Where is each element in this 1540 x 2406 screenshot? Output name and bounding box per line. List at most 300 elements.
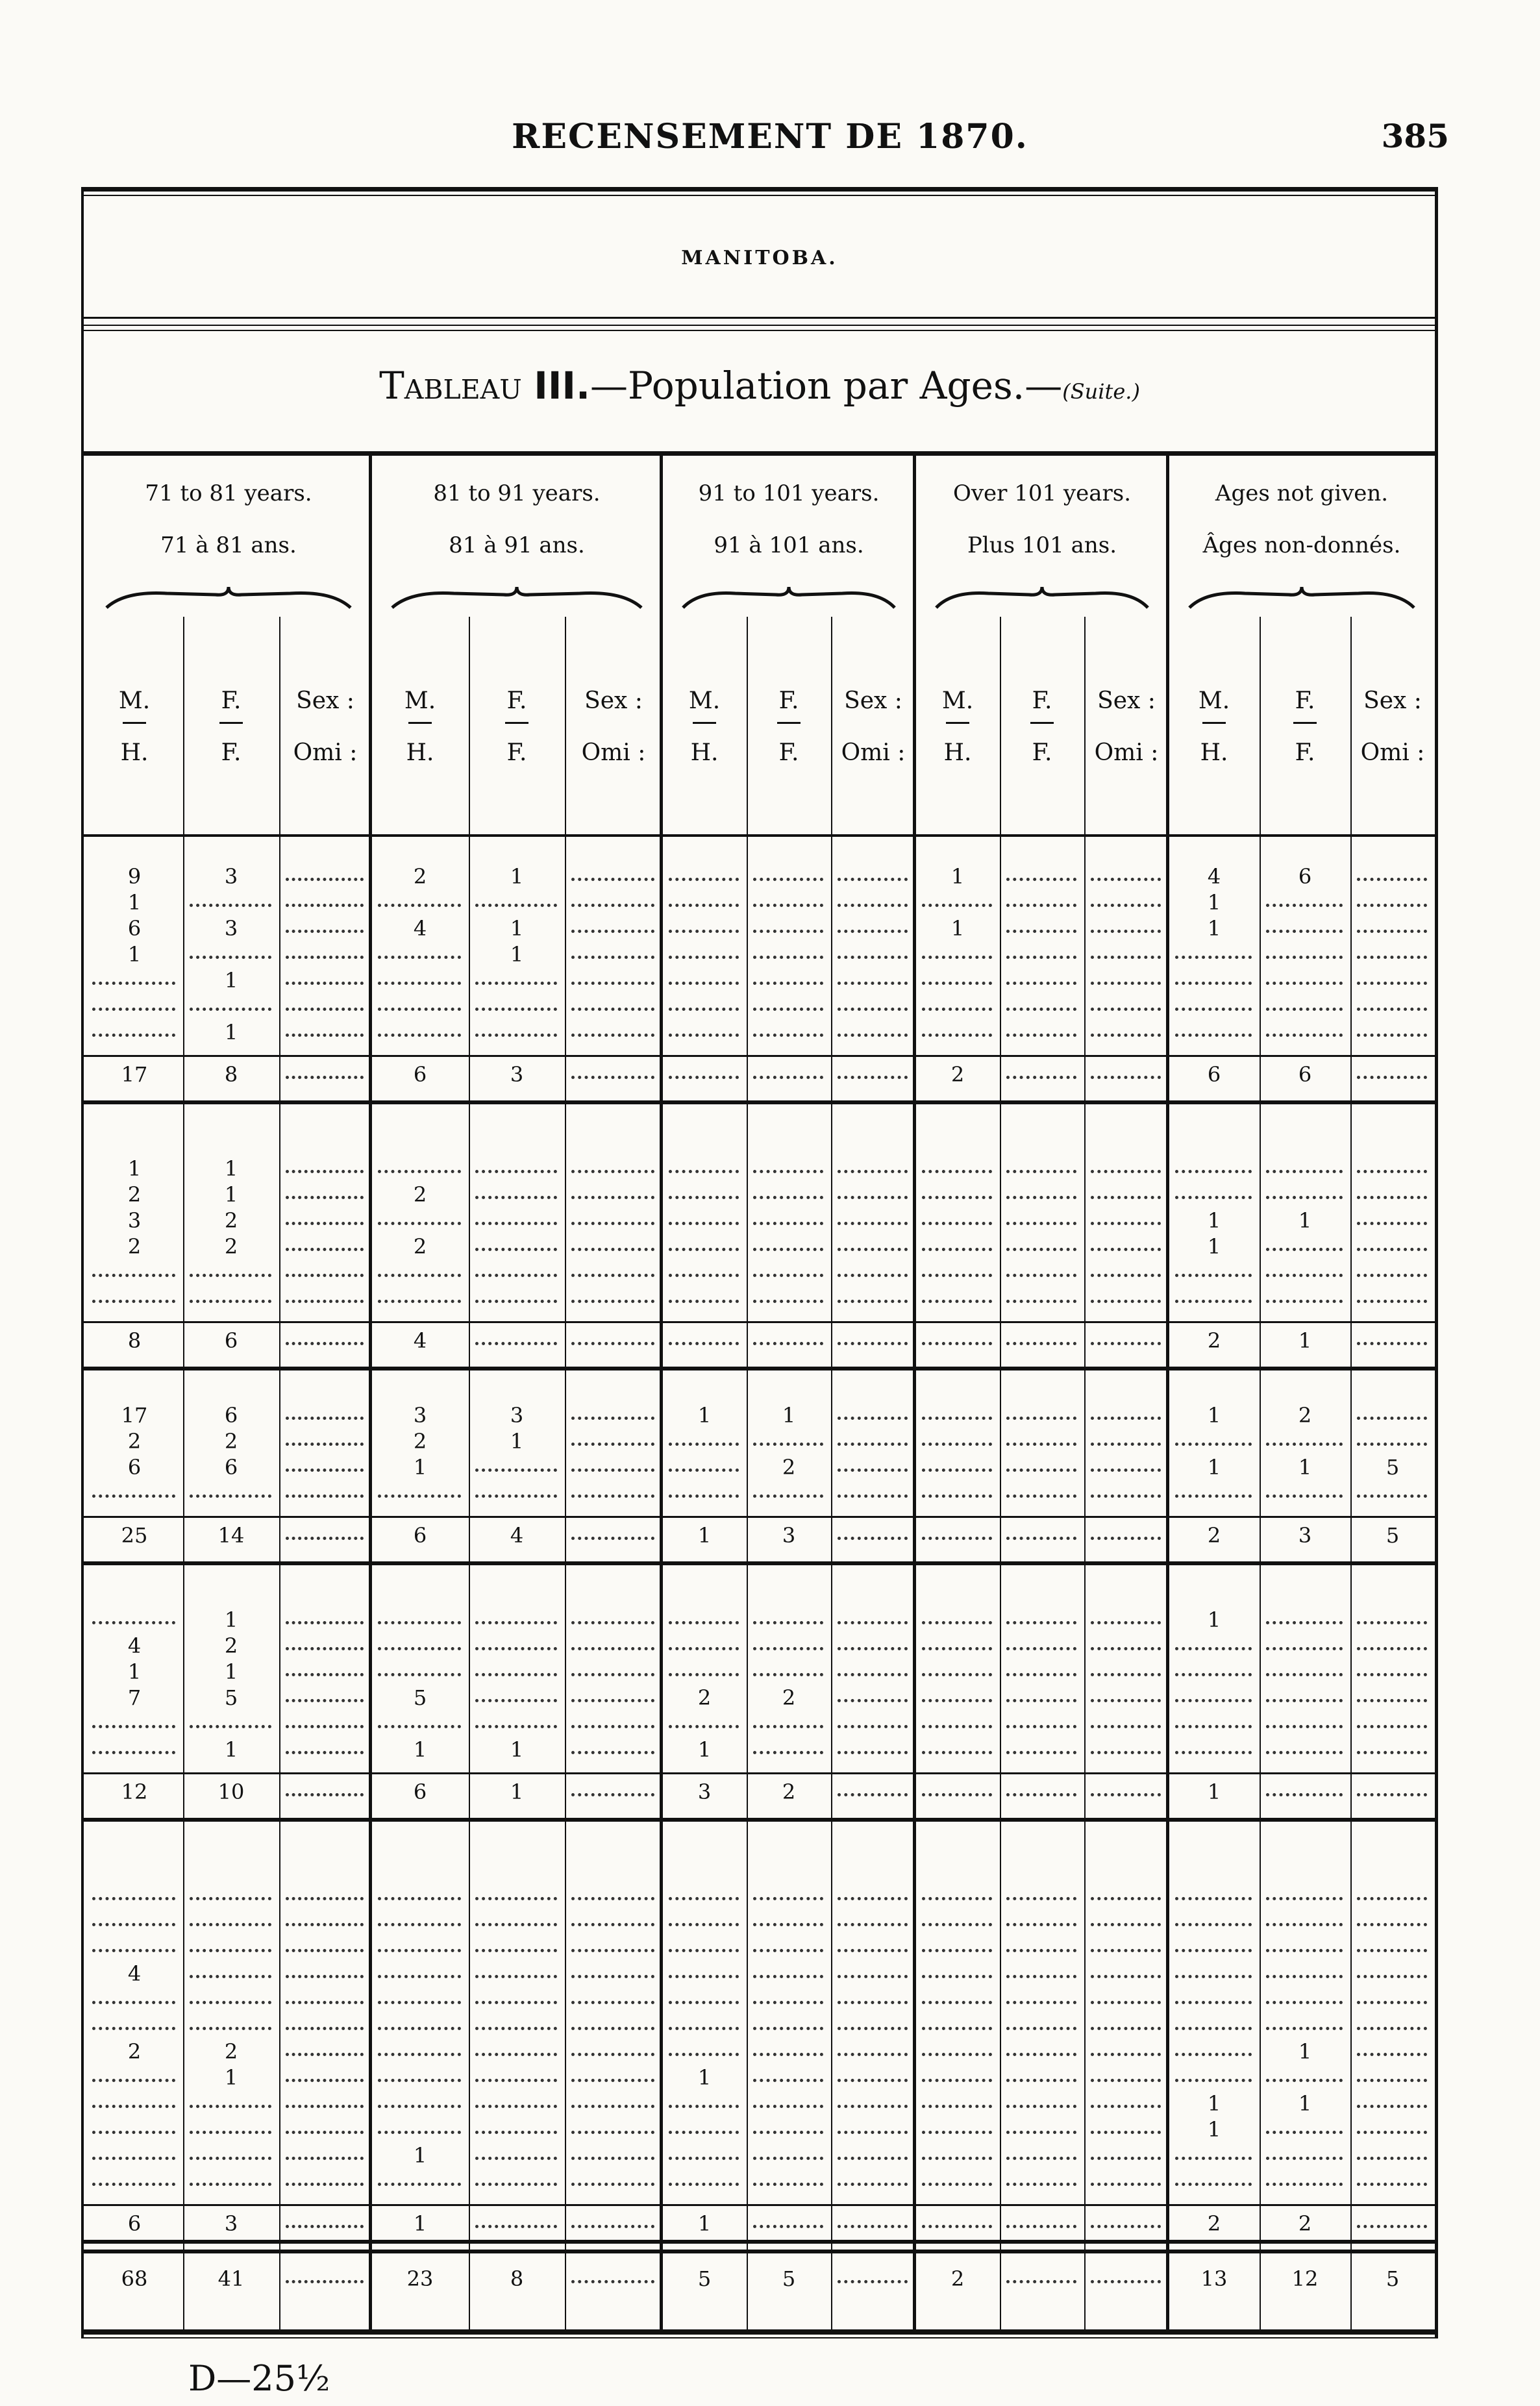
leader-dots xyxy=(1091,1722,1161,1728)
leader-dots xyxy=(378,1167,461,1173)
leader-dots xyxy=(922,2222,992,2228)
leader-dots xyxy=(838,1466,908,1472)
leader-dots xyxy=(475,2102,557,2108)
leader-dots xyxy=(1091,1920,1161,1926)
leader-dots xyxy=(1266,1696,1343,1702)
leader-dots xyxy=(838,2050,908,2056)
leader-dots xyxy=(475,1894,557,1900)
leader-dots xyxy=(1091,1972,1161,1978)
leader-dots xyxy=(571,1534,654,1540)
leader-dots xyxy=(1006,1894,1076,1900)
leader-dots xyxy=(753,1005,823,1011)
leader-dots xyxy=(922,1696,992,1702)
leader-dots xyxy=(669,927,739,933)
table-cell: 1 xyxy=(1207,1403,1221,1428)
grand-total: 2 xyxy=(950,2266,965,2291)
leader-dots xyxy=(571,1748,654,1754)
leader-dots xyxy=(922,1644,992,1650)
heading-underline xyxy=(408,722,432,724)
leader-dots xyxy=(92,1920,175,1926)
leader-dots xyxy=(378,1219,461,1225)
leader-dots xyxy=(475,1618,557,1624)
leader-dots xyxy=(1357,1492,1427,1498)
leader-dots xyxy=(838,1339,908,1345)
column-heading-bottom: Omi : xyxy=(581,739,646,766)
table-cell: 1 xyxy=(510,916,524,941)
leader-dots xyxy=(1091,2154,1161,2160)
table-cell: 1 xyxy=(1207,2091,1221,2116)
leader-dots xyxy=(571,1167,654,1173)
grand-total: 13 xyxy=(1200,2266,1228,2291)
leader-dots xyxy=(838,2024,908,2030)
column-heading-top: F. xyxy=(1032,688,1052,714)
leader-dots xyxy=(286,1998,364,2004)
leader-dots xyxy=(1357,927,1427,933)
heading-underline xyxy=(505,722,528,724)
leader-dots xyxy=(753,2050,823,2056)
grand-total: 41 xyxy=(217,2266,245,2291)
leader-dots xyxy=(378,2076,461,2082)
leader-dots xyxy=(571,1005,654,1011)
table-cell: 1 xyxy=(224,1156,238,1181)
leader-dots xyxy=(286,1644,364,1650)
table-cell: 1 xyxy=(413,1455,427,1480)
leader-dots xyxy=(475,1339,557,1345)
leader-dots xyxy=(922,1271,992,1277)
leader-dots xyxy=(669,1618,739,1624)
leader-dots xyxy=(1091,1894,1161,1900)
leader-dots xyxy=(286,1219,364,1225)
leader-dots xyxy=(92,1748,175,1754)
leader-dots xyxy=(286,2024,364,2030)
leader-dots xyxy=(753,1167,823,1173)
leader-dots xyxy=(1091,1219,1161,1225)
leader-dots xyxy=(571,2154,654,2160)
leader-dots xyxy=(922,1005,992,1011)
leader-dots xyxy=(1357,1339,1427,1345)
leader-dots xyxy=(1006,2277,1076,2283)
table-cell: 1 xyxy=(224,1020,238,1045)
section-total: 4 xyxy=(510,1523,524,1548)
section-total: 25 xyxy=(121,1523,148,1548)
table-cell: 1 xyxy=(224,968,238,993)
leader-dots xyxy=(571,1791,654,1796)
leader-dots xyxy=(1091,1414,1161,1420)
leader-dots xyxy=(838,2128,908,2134)
running-title: RECENSEMENT DE 1870. xyxy=(512,117,1028,156)
table-cell: 1 xyxy=(127,1659,142,1684)
leader-dots xyxy=(571,2102,654,2108)
leader-dots xyxy=(286,1031,364,1037)
table-cell: 3 xyxy=(127,1208,142,1233)
leader-dots xyxy=(92,2076,175,2082)
section-total: 1 xyxy=(413,2211,427,2236)
leader-dots xyxy=(1175,1167,1252,1173)
leader-dots xyxy=(753,1894,823,1900)
leader-dots xyxy=(1091,2024,1161,2030)
leader-dots xyxy=(1091,2277,1161,2283)
leader-dots xyxy=(838,1005,908,1011)
table-cell: 2 xyxy=(413,1429,427,1454)
leader-dots xyxy=(838,1245,908,1251)
leader-dots xyxy=(922,2024,992,2030)
table-cell: 1 xyxy=(1207,2117,1221,2142)
group-heading-en: 71 to 81 years. xyxy=(145,480,312,506)
table-cell: 1 xyxy=(1207,916,1221,941)
section-total: 3 xyxy=(224,2211,238,2236)
leader-dots xyxy=(286,2102,364,2108)
leader-dots xyxy=(669,1920,739,1926)
leader-dots xyxy=(571,2128,654,2134)
column-heading-top: F. xyxy=(506,688,527,714)
leader-dots xyxy=(1006,1414,1076,1420)
leader-dots xyxy=(475,2154,557,2160)
table-cell: 4 xyxy=(127,1961,142,1986)
leader-dots xyxy=(1357,2154,1427,2160)
leader-dots xyxy=(838,1167,908,1173)
leader-dots xyxy=(1091,1245,1161,1251)
leader-dots xyxy=(571,1297,654,1303)
table-cell: 6 xyxy=(1298,864,1312,889)
leader-dots xyxy=(92,2024,175,2030)
leader-dots xyxy=(1091,2102,1161,2108)
column-heading-bottom: Omi : xyxy=(293,739,358,766)
leader-dots xyxy=(378,1492,461,1498)
section-total: 6 xyxy=(127,2211,142,2236)
leader-dots xyxy=(922,1414,992,1420)
leader-dots xyxy=(838,927,908,933)
leader-dots xyxy=(669,2154,739,2160)
leader-dots xyxy=(190,901,271,907)
leader-dots xyxy=(1175,1998,1252,2004)
column-heading-top: F. xyxy=(221,688,242,714)
grand-total: 5 xyxy=(1385,2266,1400,2291)
column-heading-top: M. xyxy=(1198,688,1230,714)
leader-dots xyxy=(286,927,364,933)
leader-dots xyxy=(922,1972,992,1978)
leader-dots xyxy=(1091,1440,1161,1446)
section-total: 6 xyxy=(1207,1062,1221,1087)
leader-dots xyxy=(838,1644,908,1650)
subtotal-rule xyxy=(81,1055,1438,1057)
leader-dots xyxy=(92,1271,175,1277)
column-heading-bottom: Omi : xyxy=(1094,739,1159,766)
leader-dots xyxy=(1091,979,1161,985)
column-heading-bottom: H. xyxy=(943,739,972,766)
leader-dots xyxy=(286,953,364,959)
leader-dots xyxy=(571,2222,654,2228)
leader-dots xyxy=(1357,2128,1427,2134)
leader-dots xyxy=(922,1722,992,1728)
leader-dots xyxy=(286,875,364,881)
leader-dots xyxy=(1006,2180,1076,2186)
leader-dots xyxy=(922,1339,992,1345)
leader-dots xyxy=(753,2128,823,2134)
leader-dots xyxy=(922,1618,992,1624)
leader-dots xyxy=(190,2024,271,2030)
table-cell: 1 xyxy=(1207,1455,1221,1480)
leader-dots xyxy=(838,2277,908,2283)
table-cell: 1 xyxy=(782,1403,796,1428)
group-heading-en: 91 to 101 years. xyxy=(698,480,880,506)
table-cell: 1 xyxy=(1207,1607,1221,1632)
leader-dots xyxy=(286,1005,364,1011)
grand-total: 23 xyxy=(406,2266,434,2291)
leader-dots xyxy=(669,1073,739,1079)
leader-dots xyxy=(1006,1167,1076,1173)
leader-dots xyxy=(838,2154,908,2160)
province-rule-thin2 xyxy=(81,330,1438,331)
leader-dots xyxy=(1175,2050,1252,2056)
leader-dots xyxy=(92,2102,175,2108)
group-brace xyxy=(1188,584,1415,610)
leader-dots xyxy=(1266,1946,1343,1952)
leader-dots xyxy=(475,2222,557,2228)
leader-dots xyxy=(378,1722,461,1728)
leader-dots xyxy=(922,1791,992,1796)
leader-dots xyxy=(1357,1894,1427,1900)
province-title: MANITOBA. xyxy=(681,247,838,269)
leader-dots xyxy=(190,2180,271,2186)
table-cell: 4 xyxy=(413,916,427,941)
group-brace xyxy=(105,584,352,610)
table-cell: 4 xyxy=(127,1633,142,1658)
leader-dots xyxy=(1175,2024,1252,2030)
leader-dots xyxy=(378,1031,461,1037)
table-cell: 1 xyxy=(1207,1234,1221,1259)
leader-dots xyxy=(378,1920,461,1926)
table-title-text: —Population par Ages.— xyxy=(590,364,1063,408)
group-heading-fr: 91 à 101 ans. xyxy=(714,532,864,558)
header-rule xyxy=(81,451,1438,456)
leader-dots xyxy=(286,2154,364,2160)
heading-underline xyxy=(1293,722,1317,724)
section-total: 6 xyxy=(413,1780,427,1804)
leader-dots xyxy=(922,1167,992,1173)
leader-dots xyxy=(286,979,364,985)
column-heading-top: M. xyxy=(404,688,436,714)
leader-dots xyxy=(669,1466,739,1472)
leader-dots xyxy=(571,1998,654,2004)
leader-dots xyxy=(1006,1466,1076,1472)
leader-dots xyxy=(92,1894,175,1900)
leader-dots xyxy=(1357,1791,1427,1796)
leader-dots xyxy=(838,1492,908,1498)
leader-dots xyxy=(1091,953,1161,959)
leader-dots xyxy=(1357,1920,1427,1926)
leader-dots xyxy=(838,1791,908,1796)
table-cell: 6 xyxy=(127,1455,142,1480)
column-heading-bottom: Omi : xyxy=(841,739,906,766)
grand-total: 5 xyxy=(697,2266,712,2291)
leader-dots xyxy=(475,1297,557,1303)
column-heading-bottom: F. xyxy=(1295,739,1315,766)
leader-dots xyxy=(1357,1031,1427,1037)
leader-dots xyxy=(1357,1297,1427,1303)
page-number: 385 xyxy=(1381,117,1449,155)
leader-dots xyxy=(838,953,908,959)
leader-dots xyxy=(669,2128,739,2134)
leader-dots xyxy=(286,1618,364,1624)
leader-dots xyxy=(753,953,823,959)
leader-dots xyxy=(571,875,654,881)
leader-dots xyxy=(571,1414,654,1420)
leader-dots xyxy=(475,1167,557,1173)
leader-dots xyxy=(922,2076,992,2082)
section-rule xyxy=(81,2250,1438,2253)
leader-dots xyxy=(475,1722,557,1728)
leader-dots xyxy=(475,1946,557,1952)
leader-dots xyxy=(922,1245,992,1251)
leader-dots xyxy=(1266,1791,1343,1796)
leader-dots xyxy=(1266,1748,1343,1754)
bottom-rule xyxy=(81,2329,1438,2335)
leader-dots xyxy=(1006,1492,1076,1498)
leader-dots xyxy=(571,1894,654,1900)
leader-dots xyxy=(838,1946,908,1952)
leader-dots xyxy=(1006,1073,1076,1079)
leader-dots xyxy=(669,1670,739,1676)
leader-dots xyxy=(190,2154,271,2160)
section-total: 6 xyxy=(1298,1062,1312,1087)
section-rule xyxy=(81,1367,1438,1370)
leader-dots xyxy=(571,1466,654,1472)
leader-dots xyxy=(753,2222,823,2228)
leader-dots xyxy=(475,901,557,907)
table-cell: 6 xyxy=(224,1403,238,1428)
leader-dots xyxy=(753,2076,823,2082)
section-total: 1 xyxy=(1207,1780,1221,1804)
leader-dots xyxy=(1175,979,1252,985)
leader-dots xyxy=(1175,1670,1252,1676)
leader-dots xyxy=(190,1722,271,1728)
leader-dots xyxy=(1006,1748,1076,1754)
leader-dots xyxy=(1266,1998,1343,2004)
leader-dots xyxy=(190,1297,271,1303)
column-divider xyxy=(279,617,280,2331)
table-cell: 1 xyxy=(127,890,142,915)
leader-dots xyxy=(838,1271,908,1277)
grand-total-rule xyxy=(81,2240,1438,2244)
leader-dots xyxy=(1091,1073,1161,1079)
leader-dots xyxy=(669,953,739,959)
leader-dots xyxy=(1006,2024,1076,2030)
leader-dots xyxy=(922,979,992,985)
table-cell: 1 xyxy=(127,1156,142,1181)
leader-dots xyxy=(475,1219,557,1225)
section-total: 12 xyxy=(121,1780,148,1804)
bottom-rule-thin xyxy=(81,2337,1438,2338)
leader-dots xyxy=(922,1492,992,1498)
leader-dots xyxy=(838,1414,908,1420)
leader-dots xyxy=(475,1670,557,1676)
table-cell: 1 xyxy=(1207,1208,1221,1233)
table-cell: 1 xyxy=(697,1737,712,1762)
leader-dots xyxy=(669,1271,739,1277)
leader-dots xyxy=(571,1920,654,1926)
table-cell: 1 xyxy=(1298,1208,1312,1233)
leader-dots xyxy=(838,1998,908,2004)
leader-dots xyxy=(475,2050,557,2056)
leader-dots xyxy=(669,1894,739,1900)
leader-dots xyxy=(378,1946,461,1952)
leader-dots xyxy=(1006,1920,1076,1926)
leader-dots xyxy=(378,979,461,985)
leader-dots xyxy=(1091,1271,1161,1277)
leader-dots xyxy=(92,1492,175,1498)
leader-dots xyxy=(1266,1894,1343,1900)
leader-dots xyxy=(1091,1998,1161,2004)
province-rule-thin xyxy=(81,325,1438,326)
leader-dots xyxy=(1266,1245,1343,1251)
leader-dots xyxy=(571,2076,654,2082)
section-total: 2 xyxy=(950,1062,965,1087)
leader-dots xyxy=(1175,1946,1252,1952)
leader-dots xyxy=(571,1618,654,1624)
section-total: 5 xyxy=(1385,1523,1400,1548)
leader-dots xyxy=(669,1193,739,1199)
table-cell: 1 xyxy=(510,864,524,889)
section-rule xyxy=(81,1561,1438,1565)
leader-dots xyxy=(1006,1791,1076,1796)
leader-dots xyxy=(190,1920,271,1926)
leader-dots xyxy=(1357,1193,1427,1199)
leader-dots xyxy=(1006,1534,1076,1540)
leader-dots xyxy=(475,2076,557,2082)
leader-dots xyxy=(475,1193,557,1199)
group-brace xyxy=(935,584,1149,610)
table-cell: 1 xyxy=(224,1182,238,1207)
column-heading-top: M. xyxy=(941,688,974,714)
leader-dots xyxy=(475,2180,557,2186)
leader-dots xyxy=(753,1644,823,1650)
leader-dots xyxy=(475,1492,557,1498)
leader-dots xyxy=(1006,1998,1076,2004)
leader-dots xyxy=(1006,2076,1076,2082)
leader-dots xyxy=(190,953,271,959)
leader-dots xyxy=(1357,1073,1427,1079)
leader-dots xyxy=(669,2102,739,2108)
leader-dots xyxy=(753,1339,823,1345)
leader-dots xyxy=(922,2154,992,2160)
leader-dots xyxy=(378,1618,461,1624)
leader-dots xyxy=(1006,1972,1076,1978)
column-heading-bottom: H. xyxy=(1200,739,1228,766)
leader-dots xyxy=(475,2128,557,2134)
leader-dots xyxy=(286,1670,364,1676)
leader-dots xyxy=(1175,1972,1252,1978)
leader-dots xyxy=(286,1466,364,1472)
table-cell: 1 xyxy=(1298,2039,1312,2064)
table-cell: 2 xyxy=(224,1429,238,1454)
table-cell: 1 xyxy=(413,1737,427,1762)
leader-dots xyxy=(190,2102,271,2108)
leader-dots xyxy=(1091,901,1161,907)
heading-underline xyxy=(123,722,146,724)
table-cell: 3 xyxy=(510,1403,524,1428)
table-cell: 1 xyxy=(224,1607,238,1632)
column-heading-top: M. xyxy=(118,688,151,714)
leader-dots xyxy=(1266,1670,1343,1676)
leader-dots xyxy=(753,1618,823,1624)
leader-dots xyxy=(1006,927,1076,933)
leader-dots xyxy=(1091,1339,1161,1345)
leader-dots xyxy=(669,2024,739,2030)
leader-dots xyxy=(571,1972,654,1978)
leader-dots xyxy=(1091,1193,1161,1199)
leader-dots xyxy=(1006,1297,1076,1303)
leader-dots xyxy=(1266,1972,1343,1978)
